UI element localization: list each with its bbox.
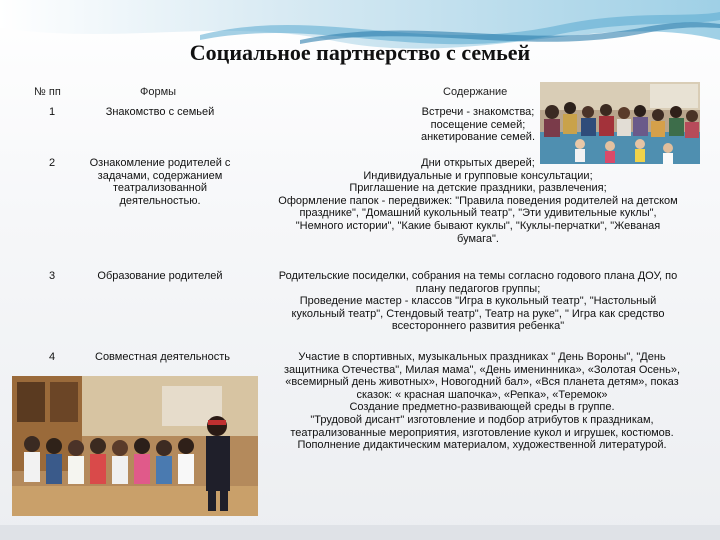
content-line: бумага". bbox=[457, 232, 499, 245]
content-line: театрализованные мероприятия, изготовление кукол и игрушек, костюмов. bbox=[290, 426, 674, 439]
row-2-num: 2 bbox=[48, 157, 56, 169]
content-line: "Трудовой дисант" изготовление и подбор атрибутов к праздникам, bbox=[310, 413, 654, 426]
content-line: Индивидуальные и групповые консультации; bbox=[363, 169, 593, 182]
row-2-form bbox=[80, 157, 240, 207]
content-line: Дни открытых дверей; bbox=[421, 157, 535, 169]
content-line: «всемирный день животных», Новогодний бал», «Вся планета детям», показ bbox=[285, 376, 679, 389]
row-4-content bbox=[252, 351, 712, 452]
content-line: Приглашение на детские праздники, развлечения; bbox=[349, 182, 607, 195]
row-1-form bbox=[80, 106, 240, 119]
row-3-num: 3 bbox=[48, 270, 56, 282]
form-line: театрализованной bbox=[112, 182, 208, 195]
content-line: Оформление папок - передвижек: "Правила поведения родителей на детском bbox=[278, 194, 678, 207]
header-forms: Формы bbox=[140, 86, 177, 98]
content-line: всестороннего развития ребенка" bbox=[391, 320, 565, 333]
page-title: Социальное партнерство с семьей bbox=[189, 40, 531, 65]
children-activity-photo bbox=[12, 376, 258, 516]
content-line: "Немного истории", "Какие бывают куклы", "Куклы-перчатки", "Жеваная bbox=[295, 219, 661, 232]
form-line: деятельностью. bbox=[119, 194, 201, 207]
row-3-form bbox=[80, 270, 240, 283]
content-line: Встречи - знакомства; bbox=[421, 106, 535, 118]
row-1-num: 1 bbox=[48, 106, 56, 118]
content-line: Проведение мастер - классов "Игра в кукольный театр", "Настольный bbox=[299, 295, 657, 308]
content-line: Пополнение дидактическим материалом, художественной литературой. bbox=[297, 439, 667, 452]
content-line: сказок: « красная шапочка», «Репка», «Теремок» bbox=[356, 388, 608, 401]
bottom-strip bbox=[0, 525, 720, 540]
row-1-content bbox=[388, 106, 568, 144]
content-line: празднике", "Домашний кукольный театр", "Эти удивительные куклы", bbox=[299, 207, 657, 220]
content-line: Участие в спортивных, музыкальных праздниках " День Вороны", "День bbox=[298, 351, 666, 363]
form-line: Совместная деятельность bbox=[95, 351, 230, 363]
row-3-content bbox=[248, 270, 708, 333]
content-line: Создание предметно-развивающей среды в группе. bbox=[349, 401, 615, 414]
content-line: посещение семей; bbox=[430, 118, 526, 131]
form-line: задачами, содержанием bbox=[97, 169, 223, 182]
form-line: Ознакомление родителей с bbox=[89, 157, 231, 169]
header-content: Содержание bbox=[443, 86, 508, 98]
content-line: кукольный театр", Стендовый театр", Театр на руке", " Игра как средство bbox=[291, 307, 665, 320]
content-line: анкетирование семей. bbox=[420, 131, 536, 144]
row-4-num: 4 bbox=[48, 351, 56, 363]
row-4-form bbox=[80, 351, 245, 364]
header-num: № пп bbox=[34, 86, 61, 98]
content-line: плану педагогов группы; bbox=[415, 282, 541, 295]
form-line: Образование родителей bbox=[97, 270, 223, 282]
content-line: защитника Отечества", Милая мама", «День именинника», «Золотая Осень», bbox=[283, 363, 681, 376]
row-2-content bbox=[248, 157, 708, 245]
form-line: Знакомство с семьей bbox=[105, 106, 215, 118]
content-line: Родительские посиделки, собрания на темы согласно годового плана ДОУ, по bbox=[278, 270, 678, 282]
